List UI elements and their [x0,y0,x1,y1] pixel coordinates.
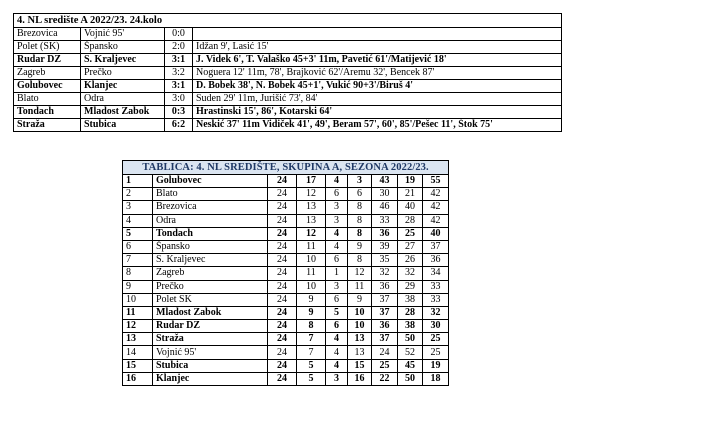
goals-against: 52 [398,346,423,359]
draws: 6 [326,320,348,333]
draws: 1 [326,267,348,280]
match-row [14,119,562,132]
wins: 9 [297,293,326,306]
played: 24 [268,188,297,201]
standings-table [122,160,449,386]
played: 24 [268,267,297,280]
home-team: Rudar DZ [14,54,81,67]
losses: 9 [348,293,372,306]
standings-title: TABLICA: 4. NL SREDIŠTE, SKUPINA A, SEZONA 2022/23. [123,161,449,175]
goals-against: 25 [398,227,423,240]
position: 3 [123,201,153,214]
goals-for: 22 [372,372,398,385]
points: 33 [423,280,449,293]
played: 24 [268,346,297,359]
match-score: 6:2 [165,119,193,132]
draws: 3 [326,214,348,227]
goals-against: 26 [398,254,423,267]
wins: 5 [297,372,326,385]
team-name: Stubica [153,359,268,372]
losses: 11 [348,280,372,293]
goals-against: 28 [398,306,423,319]
points: 18 [423,372,449,385]
points: 42 [423,188,449,201]
position: 7 [123,254,153,267]
wins: 5 [297,359,326,372]
played: 24 [268,254,297,267]
draws: 4 [326,346,348,359]
position: 13 [123,333,153,346]
losses: 9 [348,240,372,253]
position: 15 [123,359,153,372]
team-name: Zagreb [153,267,268,280]
draws: 4 [326,240,348,253]
team-name: Mladost Zabok [153,306,268,319]
wins: 7 [297,346,326,359]
draws: 3 [326,372,348,385]
goals-for: 30 [372,188,398,201]
position: 1 [123,175,153,188]
goals-against: 50 [398,333,423,346]
losses: 10 [348,320,372,333]
played: 24 [268,359,297,372]
team-name: Polet SK [153,293,268,306]
position: 9 [123,280,153,293]
wins: 17 [297,175,326,188]
standings-row [123,320,449,333]
goal-scorers: Neskić 37' 11m Vidiček 41', 49', Beram 57', 60', 85'/Pešec 11', Štok 75' [193,119,562,132]
standings-row [123,372,449,385]
results-table [13,13,562,132]
wins: 11 [297,240,326,253]
goals-against: 40 [398,201,423,214]
goals-against: 50 [398,372,423,385]
played: 24 [268,280,297,293]
losses: 13 [348,333,372,346]
goals-for: 37 [372,293,398,306]
losses: 3 [348,175,372,188]
wins: 12 [297,227,326,240]
match-row [14,67,562,80]
match-row [14,54,562,67]
position: 8 [123,267,153,280]
goals-against: 28 [398,214,423,227]
team-name: Tondach [153,227,268,240]
played: 24 [268,201,297,214]
wins: 13 [297,214,326,227]
draws: 6 [326,254,348,267]
played: 24 [268,175,297,188]
match-row [14,41,562,54]
position: 5 [123,227,153,240]
standings-title-row [123,161,449,175]
goal-scorers: Hrastinski 15', 86', Kotarski 64' [193,106,562,119]
played: 24 [268,306,297,319]
points: 32 [423,306,449,319]
draws: 6 [326,188,348,201]
goals-against: 29 [398,280,423,293]
match-row [14,106,562,119]
goals-against: 19 [398,175,423,188]
team-name: Odra [153,214,268,227]
points: 25 [423,333,449,346]
draws: 4 [326,175,348,188]
wins: 11 [297,267,326,280]
goals-for: 24 [372,346,398,359]
standings-row [123,201,449,214]
home-team: Blato [14,93,81,106]
points: 25 [423,346,449,359]
team-name: Klanjec [153,372,268,385]
losses: 13 [348,346,372,359]
goals-for: 43 [372,175,398,188]
draws: 5 [326,306,348,319]
position: 10 [123,293,153,306]
standings-row [123,346,449,359]
goals-against: 38 [398,320,423,333]
draws: 6 [326,293,348,306]
match-row [14,93,562,106]
match-score: 3:1 [165,54,193,67]
wins: 9 [297,306,326,319]
goals-for: 39 [372,240,398,253]
team-name: Vojnić 95' [153,346,268,359]
home-team: Zagreb [14,67,81,80]
losses: 6 [348,188,372,201]
played: 24 [268,320,297,333]
wins: 10 [297,280,326,293]
goals-for: 46 [372,201,398,214]
played: 24 [268,214,297,227]
goals-against: 45 [398,359,423,372]
played: 24 [268,227,297,240]
losses: 8 [348,214,372,227]
goals-for: 33 [372,214,398,227]
played: 24 [268,372,297,385]
team-name: Špansko [153,240,268,253]
standings-row [123,359,449,372]
goals-for: 35 [372,254,398,267]
goals-for: 36 [372,280,398,293]
points: 55 [423,175,449,188]
position: 14 [123,346,153,359]
position: 16 [123,372,153,385]
results-title-row [14,14,562,28]
goals-for: 32 [372,267,398,280]
away-team: Klanjec [81,80,165,93]
goal-scorers: Noguera 12' 11m, 78', Brajković 62'/Aremu 32', Bencek 87' [193,67,562,80]
standings-row [123,240,449,253]
standings-row [123,333,449,346]
match-row [14,28,562,41]
wins: 13 [297,201,326,214]
points: 30 [423,320,449,333]
points: 34 [423,267,449,280]
away-team: S. Kraljevec [81,54,165,67]
standings-row [123,280,449,293]
standings-row [123,188,449,201]
goals-for: 37 [372,306,398,319]
goals-against: 38 [398,293,423,306]
position: 6 [123,240,153,253]
points: 40 [423,227,449,240]
away-team: Vojnić 95' [81,28,165,41]
goals-against: 21 [398,188,423,201]
match-row [14,80,562,93]
team-name: Prečko [153,280,268,293]
goals-against: 32 [398,267,423,280]
points: 37 [423,240,449,253]
team-name: Blato [153,188,268,201]
standings-row [123,267,449,280]
draws: 3 [326,201,348,214]
team-name: Brezovica [153,201,268,214]
draws: 4 [326,359,348,372]
home-team: Brezovica [14,28,81,41]
draws: 4 [326,333,348,346]
points: 36 [423,254,449,267]
points: 19 [423,359,449,372]
standings-row [123,214,449,227]
standings-row [123,306,449,319]
goal-scorers: D. Bobek 38', N. Bobek 45+1', Vukić 90+3'/Biruš 4' [193,80,562,93]
match-score: 0:3 [165,106,193,119]
match-score: 3:2 [165,67,193,80]
standings-row [123,227,449,240]
team-name: Golubovec [153,175,268,188]
played: 24 [268,240,297,253]
standings-row [123,293,449,306]
position: 2 [123,188,153,201]
match-score: 0:0 [165,28,193,41]
goal-scorers: J. Videk 6', T. Valaško 45+3' 11m, Pavetić 61'/Matijević 18' [193,54,562,67]
draws: 4 [326,227,348,240]
goals-against: 27 [398,240,423,253]
home-team: Straža [14,119,81,132]
away-team: Špansko [81,41,165,54]
home-team: Tondach [14,106,81,119]
wins: 12 [297,188,326,201]
losses: 10 [348,306,372,319]
team-name: Rudar DZ [153,320,268,333]
match-score: 3:0 [165,93,193,106]
team-name: S. Kraljevec [153,254,268,267]
goals-for: 37 [372,333,398,346]
goal-scorers: Idžan 9', Lasić 15' [193,41,562,54]
away-team: Mladost Zabok [81,106,165,119]
losses: 8 [348,254,372,267]
away-team: Stubica [81,119,165,132]
goal-scorers: Suden 29' 11m, Jurišić 73', 84' [193,93,562,106]
home-team: Polet (SK) [14,41,81,54]
home-team: Golubovec [14,80,81,93]
losses: 15 [348,359,372,372]
points: 42 [423,201,449,214]
wins: 7 [297,333,326,346]
losses: 16 [348,372,372,385]
wins: 10 [297,254,326,267]
match-score: 3:1 [165,80,193,93]
losses: 8 [348,201,372,214]
standings-row [123,254,449,267]
team-name: Straža [153,333,268,346]
losses: 8 [348,227,372,240]
goals-for: 36 [372,227,398,240]
position: 12 [123,320,153,333]
away-team: Odra [81,93,165,106]
results-title: 4. NL središte A 2022/23. 24.kolo [14,14,562,28]
position: 4 [123,214,153,227]
points: 42 [423,214,449,227]
goals-for: 36 [372,320,398,333]
points: 33 [423,293,449,306]
losses: 12 [348,267,372,280]
match-score: 2:0 [165,41,193,54]
goal-scorers [193,28,562,41]
away-team: Prečko [81,67,165,80]
played: 24 [268,293,297,306]
draws: 3 [326,280,348,293]
position: 11 [123,306,153,319]
goals-for: 25 [372,359,398,372]
wins: 8 [297,320,326,333]
standings-row [123,175,449,188]
played: 24 [268,333,297,346]
